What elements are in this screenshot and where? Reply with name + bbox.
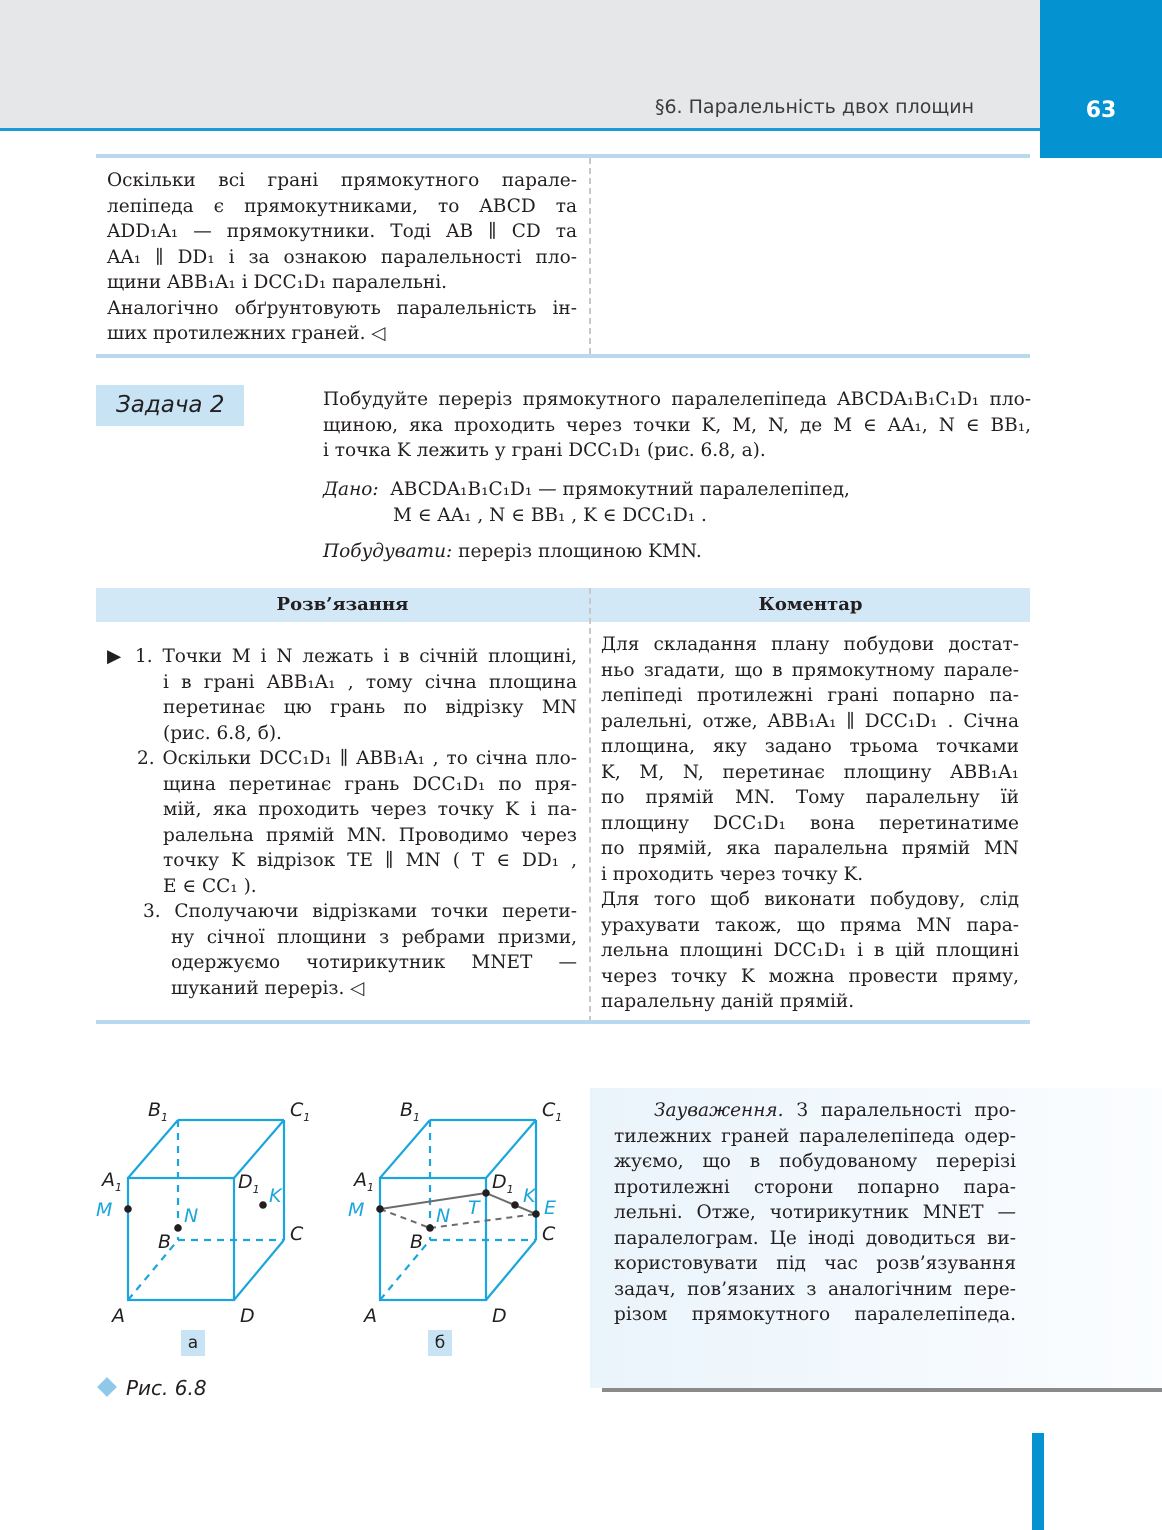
task-given <box>323 477 1031 528</box>
page-edge-marker <box>1032 1433 1044 1530</box>
label-d1-a: $D_1$ <box>238 1171 260 1196</box>
given-label: Дано: <box>323 479 379 500</box>
text-line: ньо згадати, що в прямокутному парале- <box>601 659 1019 681</box>
solution-line: щина перетинає грань DCC₁D₁ по пря- <box>163 773 577 795</box>
text-line: паралелограм. Це іноді доводиться ви- <box>614 1227 1016 1249</box>
text-line: площину DCC₁D₁ вона перетинатиме <box>601 812 1019 834</box>
page-number-box <box>1040 0 1162 158</box>
label-d-b: D <box>492 1305 507 1327</box>
text-line: ралельні, отже, ABB₁A₁ ∥ DCC₁D₁ . Січна <box>601 710 1019 732</box>
top-column-divider <box>589 158 591 354</box>
section-title: §6. Паралельність двох площин <box>654 96 974 118</box>
text-line: ADD₁A₁ — прямокутники. Тоді AB ∥ CD та <box>107 221 577 242</box>
note-text <box>614 1098 1016 1328</box>
label-e-b: E <box>544 1197 557 1219</box>
text-line: Для того щоб виконати побудову, слід <box>601 889 1019 910</box>
text-line: ших протилежних граней. ◁ <box>107 323 386 344</box>
figure-6-8 <box>96 1090 586 1410</box>
label-d-a: D <box>240 1305 255 1327</box>
point-n-b <box>426 1224 434 1232</box>
label-d1-b: $D_1$ <box>492 1171 514 1196</box>
text-line: різом прямокутного паралелепіпеда. <box>614 1304 1016 1325</box>
subfigure-label-b: б <box>428 1330 452 1356</box>
solution-line: 3. Сполучаючи відрізками точки перети- <box>143 901 577 922</box>
page-number: 63 <box>1085 98 1117 123</box>
table-header-solution: Розв’язання <box>276 594 409 615</box>
solution-column <box>107 644 577 1001</box>
solution-line: ▶ 1. Точки M і N лежать і в січній площині, <box>107 646 577 667</box>
solution-line: ну січної площини з ребрами призми, <box>171 926 577 948</box>
text-line: Для складання плану побудови достат- <box>601 634 1019 655</box>
note-bottom-rule <box>602 1388 1162 1392</box>
label-b-b: B <box>410 1231 424 1253</box>
label-t-b: T <box>468 1197 480 1219</box>
label-m-b: M <box>348 1199 365 1221</box>
table-bottom-rule <box>96 1020 1030 1024</box>
text-line: щиною, яка проходить через точки K, M, N, де M ∈ AA₁, N ∈ BB₁, <box>323 414 1031 436</box>
text-line: лельна площині DCC₁D₁ і в цій площині <box>601 940 1019 961</box>
note-line-0 <box>614 1098 1016 1124</box>
solution-line: і в грані ABB₁A₁ , тому січна площина <box>163 671 577 693</box>
solution-line: E ∈ CC₁ ). <box>163 875 257 897</box>
text-line: Аналогічно обґрунтовують паралельність ін- <box>107 297 577 319</box>
figure-caption: Рис. 6.8 <box>126 1376 207 1400</box>
label-n-a: N <box>184 1205 199 1227</box>
text-line: щини ABB₁A₁ і DCC₁D₁ паралельні. <box>107 272 448 293</box>
text-line: Побудуйте переріз прямокутного паралелепіпеда ABCDA₁B₁C₁D₁ пло- <box>323 389 1031 410</box>
text-line: AA₁ ∥ DD₁ і за ознакою паралельності пло- <box>107 246 577 268</box>
point-n-a <box>174 1224 182 1232</box>
label-a1-b: $A_1$ <box>354 1169 374 1194</box>
solution-line: ралельна прямій MN. Проводимо через <box>163 824 577 846</box>
solution-line: одержуємо чотирикутник MNET — <box>171 952 577 973</box>
cube-b <box>380 1120 536 1300</box>
note-line-rest: З паралельності про- <box>783 1100 1016 1121</box>
task-construct <box>323 539 1031 565</box>
text-line: лепіпеда є прямокутниками, то ABCD та <box>107 195 577 217</box>
solution-line: (рис. 6.8, б). <box>163 722 282 744</box>
table-header-comment: Коментар <box>758 594 863 615</box>
text-line: жуємо, що в побудованому перерізі <box>614 1151 1016 1172</box>
label-c1-a: $C_1$ <box>290 1099 311 1124</box>
subfigure-label-a: а <box>181 1330 205 1356</box>
task-statement <box>323 387 1031 464</box>
text-line: і проходить через точку K. <box>601 863 864 885</box>
label-a-b: A <box>364 1305 377 1327</box>
solution-line: перетинає цю грань по відрізку MN <box>163 697 577 718</box>
text-line: через точку K можна провести пряму, <box>601 965 1019 987</box>
text-line: користовувати під час розв’язування <box>614 1253 1016 1274</box>
text-line: паралельну даній прямій. <box>601 991 855 1012</box>
text-line: по прямій MN. Тому паралельну їй <box>601 787 1019 808</box>
text-line: урахувати також, що пряма MN пара- <box>601 914 1019 936</box>
label-n-b: N <box>436 1205 451 1227</box>
point-k-a <box>259 1201 267 1209</box>
point-m-a <box>124 1205 132 1213</box>
label-k-a: K <box>269 1185 282 1207</box>
text-line: площина, яку задано трьома точками <box>601 736 1019 757</box>
label-a-a: A <box>112 1305 125 1327</box>
label-c-b: C <box>542 1223 556 1245</box>
label-a1-a: $A_1$ <box>102 1169 122 1194</box>
point-m-b <box>376 1205 384 1213</box>
solution-line: шуканий переріз. ◁ <box>171 977 365 999</box>
label-c1-b: $C_1$ <box>542 1099 563 1124</box>
text-line: задач, пов’язаних з аналогічним пере- <box>614 1278 1016 1300</box>
note-lead-word: Зауваження. <box>654 1100 784 1121</box>
text-line: протилежні сторони попарно пара- <box>614 1176 1016 1198</box>
top-rule <box>96 154 1030 158</box>
text-line: лельні. Отже, чотирикутник MNET — <box>614 1202 1016 1223</box>
text-line: і точка K лежить у грані DCC₁D₁ (рис. 6.8, а). <box>323 440 766 461</box>
comment-column <box>601 632 1019 1015</box>
section-mnet <box>380 1193 536 1228</box>
point-k-b <box>511 1201 519 1209</box>
task-label: Задача 2 <box>96 385 244 426</box>
cube-a <box>128 1120 284 1300</box>
point-t-b <box>482 1189 490 1197</box>
text-line: Оскільки всі грані прямокутного парале- <box>107 170 577 191</box>
construct-text: переріз площиною KMN. <box>458 541 702 562</box>
label-c-a: C <box>290 1223 304 1245</box>
top-bottom-rule <box>96 354 1030 358</box>
text-line: K, M, N, перетинає площину ABB₁A₁ <box>601 761 1019 783</box>
text-line: лепіпеді протилежні грані попарно па- <box>601 685 1019 706</box>
solution-line: мій, яка проходить через точку K і па- <box>163 799 577 820</box>
label-m-a: M <box>96 1199 113 1221</box>
label-b1-a: $B_1$ <box>148 1099 169 1124</box>
table-column-divider <box>589 588 591 1022</box>
construct-label: Побудувати: <box>323 541 453 562</box>
label-b1-b: $B_1$ <box>400 1099 421 1124</box>
label-k-b: K <box>523 1185 536 1207</box>
point-e-b <box>532 1210 540 1218</box>
solution-line: точку K відрізок TE ∥ MN ( T ∈ DD₁ , <box>163 850 577 871</box>
text-line: тилежних граней паралелепіпеда одер- <box>614 1125 1016 1147</box>
given-text: ABCDA₁B₁C₁D₁ — прямокутний паралелепіпед, <box>390 479 850 500</box>
given-text-2: M ∈ AA₁ , N ∈ BB₁ , K ∈ DCC₁D₁ . <box>393 504 707 526</box>
solution-line: 2. Оскільки DCC₁D₁ ∥ ABB₁A₁ , то січна пло- <box>137 748 577 769</box>
top-block-text <box>107 168 577 347</box>
label-b-a: B <box>158 1231 172 1253</box>
text-line: по прямій, яка паралельна прямій MN <box>601 838 1019 859</box>
